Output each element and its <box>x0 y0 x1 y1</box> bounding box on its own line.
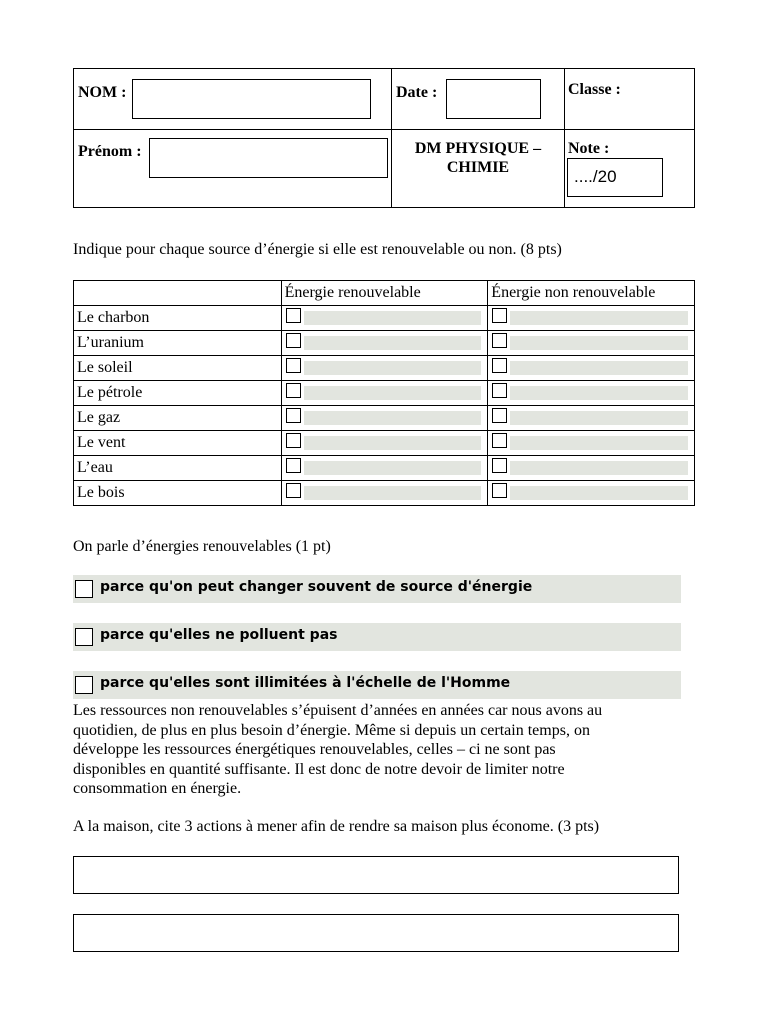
answer-field[interactable] <box>73 856 679 894</box>
answer-shading <box>304 461 482 475</box>
table-row <box>74 406 695 431</box>
note-label: Note : <box>568 140 610 157</box>
table-row <box>74 431 695 456</box>
checkbox[interactable] <box>286 308 301 323</box>
prenom-field[interactable] <box>149 138 388 178</box>
non-renewable-cell <box>488 356 695 381</box>
renewable-cell <box>281 356 488 381</box>
option-illimitees[interactable] <box>73 671 681 699</box>
checkbox[interactable] <box>492 458 507 473</box>
column-header: Énergie renouvelable <box>281 281 488 306</box>
energy-source-label: L’eau <box>74 456 282 481</box>
energy-source-label: Le soleil <box>74 356 282 381</box>
renewable-cell <box>281 406 488 431</box>
q2-question: On parle d’énergies renouvelables (1 pt) <box>73 538 331 555</box>
renewable-cell <box>281 331 488 356</box>
checkbox[interactable] <box>492 483 507 498</box>
option-label: parce qu'on peut changer souvent de source d'énergie <box>100 579 533 595</box>
option-label: parce qu'elles ne polluent pas <box>100 627 338 643</box>
checkbox[interactable] <box>286 408 301 423</box>
paragraph-line: développe les ressources énergétiques renouvelables, celles – ci ne sont pas <box>73 741 556 758</box>
non-renewable-cell <box>488 431 695 456</box>
non-renewable-cell <box>488 331 695 356</box>
option-changer-source[interactable] <box>73 575 681 603</box>
renewable-cell <box>281 381 488 406</box>
non-renewable-cell <box>488 481 695 506</box>
paragraph-line: quotidien, de plus en plus besoin d’énergie. Même si depuis un certain temps, on <box>73 721 590 739</box>
renewable-cell <box>281 481 488 506</box>
checkbox[interactable] <box>75 628 93 646</box>
checkbox[interactable] <box>492 333 507 348</box>
checkbox[interactable] <box>286 333 301 348</box>
nom-field[interactable] <box>132 79 371 119</box>
column-header <box>74 281 282 306</box>
renewable-cell <box>281 431 488 456</box>
checkbox[interactable] <box>492 408 507 423</box>
paragraph-line: disponibles en quantité suffisante. Il est donc de notre devoir de limiter notre <box>73 760 565 778</box>
note-field[interactable]: ..../20 <box>567 158 663 197</box>
answer-shading <box>510 411 688 425</box>
paragraph-line: Les ressources non renouvelables s’épuisent d’années en années car nous avons au <box>73 702 603 719</box>
non-renewable-cell <box>488 306 695 331</box>
checkbox[interactable] <box>286 383 301 398</box>
energy-table <box>73 280 695 506</box>
classe-label: Classe : <box>568 81 621 98</box>
page-title <box>392 139 564 177</box>
non-renewable-cell <box>488 381 695 406</box>
table-row <box>74 356 695 381</box>
answer-shading <box>510 336 688 350</box>
answer-shading <box>304 486 482 500</box>
divider <box>74 129 694 130</box>
option-ne-polluent-pas[interactable] <box>73 623 681 651</box>
header-box <box>73 68 695 208</box>
checkbox[interactable] <box>492 308 507 323</box>
table-row <box>74 481 695 506</box>
checkbox[interactable] <box>492 358 507 373</box>
checkbox[interactable] <box>492 433 507 448</box>
answer-shading <box>510 461 688 475</box>
answer-shading <box>304 361 482 375</box>
q1-instruction: Indique pour chaque source d’énergie si elle est renouvelable ou non. (8 pts) <box>73 241 562 258</box>
energy-source-label: Le charbon <box>74 306 282 331</box>
info-paragraph <box>73 701 713 799</box>
table-row <box>74 306 695 331</box>
checkbox[interactable] <box>492 383 507 398</box>
q3-question: A la maison, cite 3 actions à mener afin de rendre sa maison plus économe. (3 pts) <box>73 818 600 835</box>
energy-source-label: Le pétrole <box>74 381 282 406</box>
checkbox[interactable] <box>286 433 301 448</box>
option-label: parce qu'elles sont illimitées à l'échelle de l'Homme <box>100 675 511 691</box>
answer-shading <box>510 361 688 375</box>
non-renewable-cell <box>488 406 695 431</box>
table-row <box>74 331 695 356</box>
checkbox[interactable] <box>286 358 301 373</box>
energy-source-label: Le vent <box>74 431 282 456</box>
answer-shading <box>304 436 482 450</box>
paragraph-line: consommation en énergie. <box>73 780 242 797</box>
date-label: Date : <box>396 84 438 101</box>
divider <box>564 69 565 207</box>
nom-label: NOM : <box>78 84 127 101</box>
answer-shading <box>510 311 688 325</box>
table-header-row <box>74 281 695 306</box>
renewable-cell <box>281 456 488 481</box>
non-renewable-cell <box>488 456 695 481</box>
prenom-label: Prénom : <box>78 143 142 160</box>
title-line: DM PHYSIQUE – <box>414 140 542 157</box>
checkbox[interactable] <box>286 458 301 473</box>
renewable-cell <box>281 306 488 331</box>
energy-source-label: Le bois <box>74 481 282 506</box>
checkbox[interactable] <box>286 483 301 498</box>
answer-shading <box>304 386 482 400</box>
answer-shading <box>510 436 688 450</box>
energy-source-label: L’uranium <box>74 331 282 356</box>
title-line: CHIMIE <box>446 159 510 176</box>
table-row <box>74 456 695 481</box>
divider <box>391 69 392 207</box>
checkbox[interactable] <box>75 676 93 694</box>
answer-shading <box>304 411 482 425</box>
answer-shading <box>510 486 688 500</box>
date-field[interactable] <box>446 79 541 119</box>
checkbox[interactable] <box>75 580 93 598</box>
column-header: Énergie non renouvelable <box>488 281 695 306</box>
answer-shading <box>304 311 482 325</box>
answer-field[interactable] <box>73 914 679 952</box>
answer-shading <box>510 386 688 400</box>
answer-shading <box>304 336 482 350</box>
energy-source-label: Le gaz <box>74 406 282 431</box>
table-row <box>74 381 695 406</box>
